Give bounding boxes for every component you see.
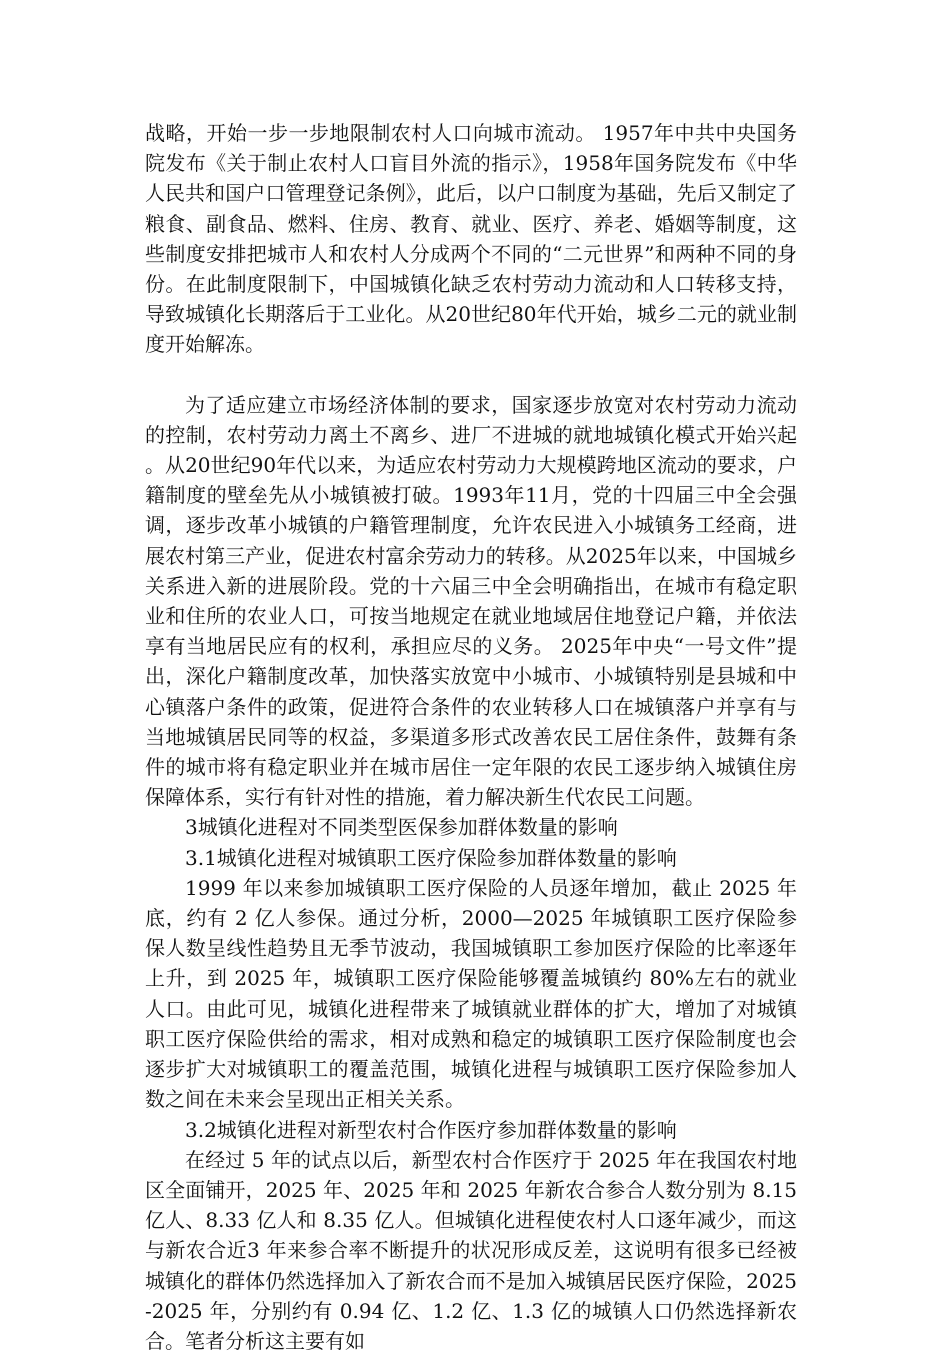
paragraph-urban-employee-insurance: 1999 年以来参加城镇职工医疗保险的人员逐年增加，截止 2025 年底，约有 2 亿人参保。通过分析，2000—2025 年城镇职工医疗保险参保人数呈线性趋势且无季节波动，我国城镇职工参加医疗保险的比率逐年上升，到 2025 年，城镇职工医疗保险能够覆盖城镇约 80%左右的就业人口。由此可见，城镇化进程带来了城镇就业群体的扩大，增加了对城镇职工医疗保险供给的需求，相对成熟和稳定的城镇职工医疗保险制度也会逐步扩大对城镇职工的覆盖范围，城镇化进程与城镇职工医疗保险参加人数之间在未来会呈现出正相关关系。 [145, 875, 797, 1112]
paragraph-market-economy-reform: 为了适应建立市场经济体制的要求，国家逐步放宽对农村劳动力流动的控制，农村劳动力离土不离乡、进厂不进城的就地城镇化模式开始兴起。从20世纪90年代以来，为适应农村劳动力大规模跨地区流动的要求，户籍制度的壁垒先从小城镇被打破。1993年11月，党的十四届三中全会强调，逐步改革小城镇的户籍管理制度，允许农民进入小城镇务工经商，进展农村第三产业，促进农村富余劳动力的转移。从2025年以来，中国城乡关系进入新的进展阶段。党的十六届三中全会明确指出，在城市有稳定职业和住所的农业人口，可按当地规定在就业地域居住地登记户籍，并依法享有当地居民应有的权利，承担应尽的义务。 2025年中央“一号文件”提出，深化户籍制度改革，加快落实放宽中小城市、小城镇特别是县城和中心镇落户条件的政策，促进符合条件的农业转移人口在城镇落户并享有与当地城镇居民同等的权益，多渠道多形式改善农民工居住条件，鼓舞有条件的城市将有稳定职业并在城市居住一定年限的农民工逐步纳入城镇住房保障体系，实行有针对性的措施，着力解决新生代农民工问题。 [145, 392, 797, 810]
paragraph-rural-cooperative-medical: 在经过 5 年的试点以后，新型农村合作医疗于 2025 年在我国农村地区全面铺开，2025 年、2025 年和 2025 年新农合参合人数分别为 8.15 亿人、8.33 亿人和 8.35 亿人。但城镇化进程使农村人口逐年减少，而这与新农合近3 年来参合率不断提升的状况形成反差，这说明有很多已经被城镇化的群体仍然选择加入了新农合而不是加入城镇居民医疗保险，2025-2025 年，分别约有 0.94 亿、1.2 亿、1.3 亿的城镇人口仍然选择新农合。笔者分析这主要有如 [145, 1147, 797, 1353]
section-heading-3-1: 3.1城镇化进程对城镇职工医疗保险参加群体数量的影响 [185, 845, 677, 870]
section-heading-3: 3城镇化进程对不同类型医保参加群体数量的影响 [185, 815, 618, 840]
paragraph-household-registration-history: 战略，开始一步一步地限制农村人口向城市流动。 1957年中共中央国务院发布《关于制止农村人口盲目外流的指示》，1958年国务院发布《中华人民共和国户口管理登记条例》，此后，以户口制度为基础，先后又制定了粮食、副食品、燃料、住房、教育、就业、医疗、养老、婚姻等制度，这些制度安排把城市人和农村人分成两个不同的“二元世界”和两种不同的身份。在此制度限制下，中国城镇化缺乏农村劳动力流动和人口转移支持，导致城镇化长期落后于工业化。从20世纪80年代开始，城乡二元的就业制度开始解冻。 [145, 121, 797, 357]
section-heading-3-2: 3.2城镇化进程对新型农村合作医疗参加群体数量的影响 [185, 1117, 677, 1142]
document-page [145, 118, 797, 1356]
